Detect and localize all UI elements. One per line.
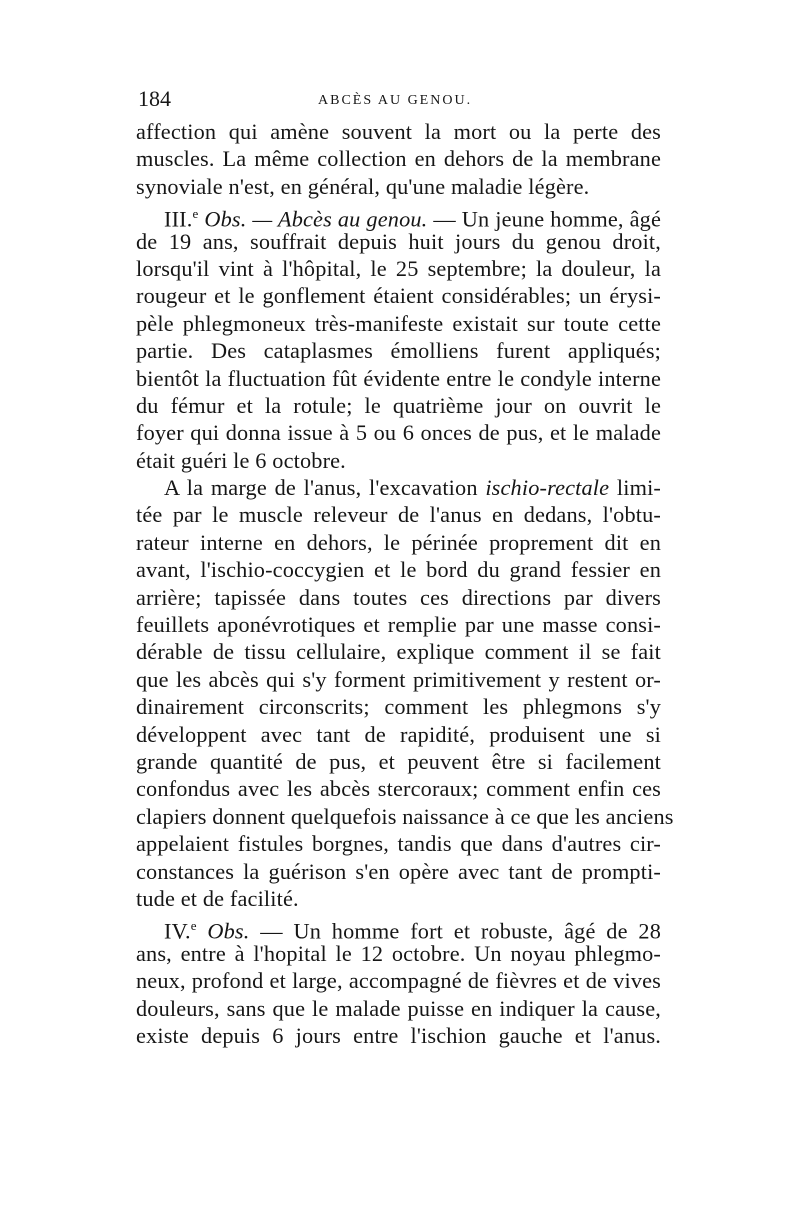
text-line: affection qui amène souvent la mort ou la perte des	[136, 119, 661, 144]
text-line: appelaient fistules borgnes, tandis que dans d'autres cir-	[136, 831, 661, 857]
text-line: avant, l'ischio-coccygien et le bord du grand fessier en	[136, 557, 661, 583]
text-line: bientôt la fluctuation fût évidente entre le condyle interne	[136, 365, 661, 391]
line-segment: limi-	[609, 475, 662, 501]
text-line: synoviale n'est, en général, qu'une maladie légère.	[136, 173, 590, 199]
text-line: douleurs, sans que le malade puisse en indiquer la cause,	[136, 995, 661, 1021]
line-segment: — Un jeune homme, âgé	[427, 206, 661, 232]
text-line	[136, 474, 661, 501]
text-line: clapiers donnent quelquefois naissance à ce que les anciens	[136, 803, 674, 829]
text-line: lorsqu'il vint à l'hôpital, le 25 septembre; la douleur, la	[136, 255, 661, 281]
ordinal-superscript: e	[190, 918, 197, 934]
text-line: tude et de facilité.	[136, 885, 299, 911]
text-line: du fémur et la rotule; le quatrième jour on ouvrit le	[136, 392, 661, 418]
text-line: foyer qui donna issue à 5 ou 6 onces de pus, et le malade	[136, 420, 661, 446]
book-page	[136, 86, 674, 1049]
italic-segment: Obs.	[196, 918, 250, 944]
line-segment: A la marge de l'anus, l'excavation	[164, 475, 486, 501]
text-line: muscles. La même collection en dehors de la membrane	[136, 146, 661, 172]
text-line: rougeur et le gonflement étaient considérables; un érysi-	[136, 283, 661, 309]
text-line: ans, entre à l'hopital le 12 octobre. Un noyau phlegmo-	[136, 940, 661, 966]
text-line: constances la guérison s'en opère avec tant de prompti-	[136, 858, 661, 884]
line-segment: III.	[164, 206, 193, 232]
text-line: partie. Des cataplasmes émolliens furent appliqués;	[136, 338, 661, 364]
text-line	[136, 912, 661, 944]
text-line: arrière; tapissée dans toutes ces directions par divers	[136, 584, 661, 610]
text-line: neux, profond et large, accompagné de fièvres et de vives	[136, 968, 661, 994]
text-line: confondus avec les abcès stercoraux; comment enfin ces	[136, 776, 661, 802]
text-line: de 19 ans, souffrait depuis huit jours du genou droit,	[136, 228, 661, 254]
italic-segment: Obs. — Abcès au genou.	[198, 206, 428, 232]
page-number: 184	[138, 86, 171, 111]
text-line: rateur interne en dehors, le périnée proprement dit en	[136, 529, 661, 555]
text-line: que les abcès qui s'y forment primitivement y restent or-	[136, 666, 661, 692]
running-title: ABCÈS AU GENOU.	[318, 93, 473, 108]
text-line: existe depuis 6 jours entre l'ischion gauche et l'anus.	[136, 1022, 661, 1048]
text-line: grande quantité de pus, et peuvent être si facilement	[136, 748, 661, 774]
text-line: développent avec tant de rapidité, produisent une si	[136, 721, 661, 747]
text-line: feuillets aponévrotiques et remplie par une masse consi-	[136, 612, 661, 638]
line-segment: IV.	[164, 918, 191, 944]
text-line: était guéri le 6 octobre.	[136, 447, 346, 473]
text-line: pèle phlegmoneux très-manifeste existait sur toute cette	[136, 310, 661, 336]
text-line: tée par le muscle releveur de l'anus en dedans, l'obtu-	[136, 502, 661, 528]
text-line: dérable de tissu cellulaire, explique comment il se fait	[136, 639, 661, 665]
text-line	[136, 200, 661, 232]
text-line: dinairement circonscrits; comment les phlegmons s'y	[136, 694, 661, 720]
line-segment: — Un homme fort et robuste, âgé de 28	[249, 918, 661, 944]
italic-segment: ischio-rectale	[485, 475, 610, 501]
body-text	[136, 118, 674, 1049]
page-header	[136, 86, 661, 116]
ordinal-superscript: e	[192, 206, 199, 222]
